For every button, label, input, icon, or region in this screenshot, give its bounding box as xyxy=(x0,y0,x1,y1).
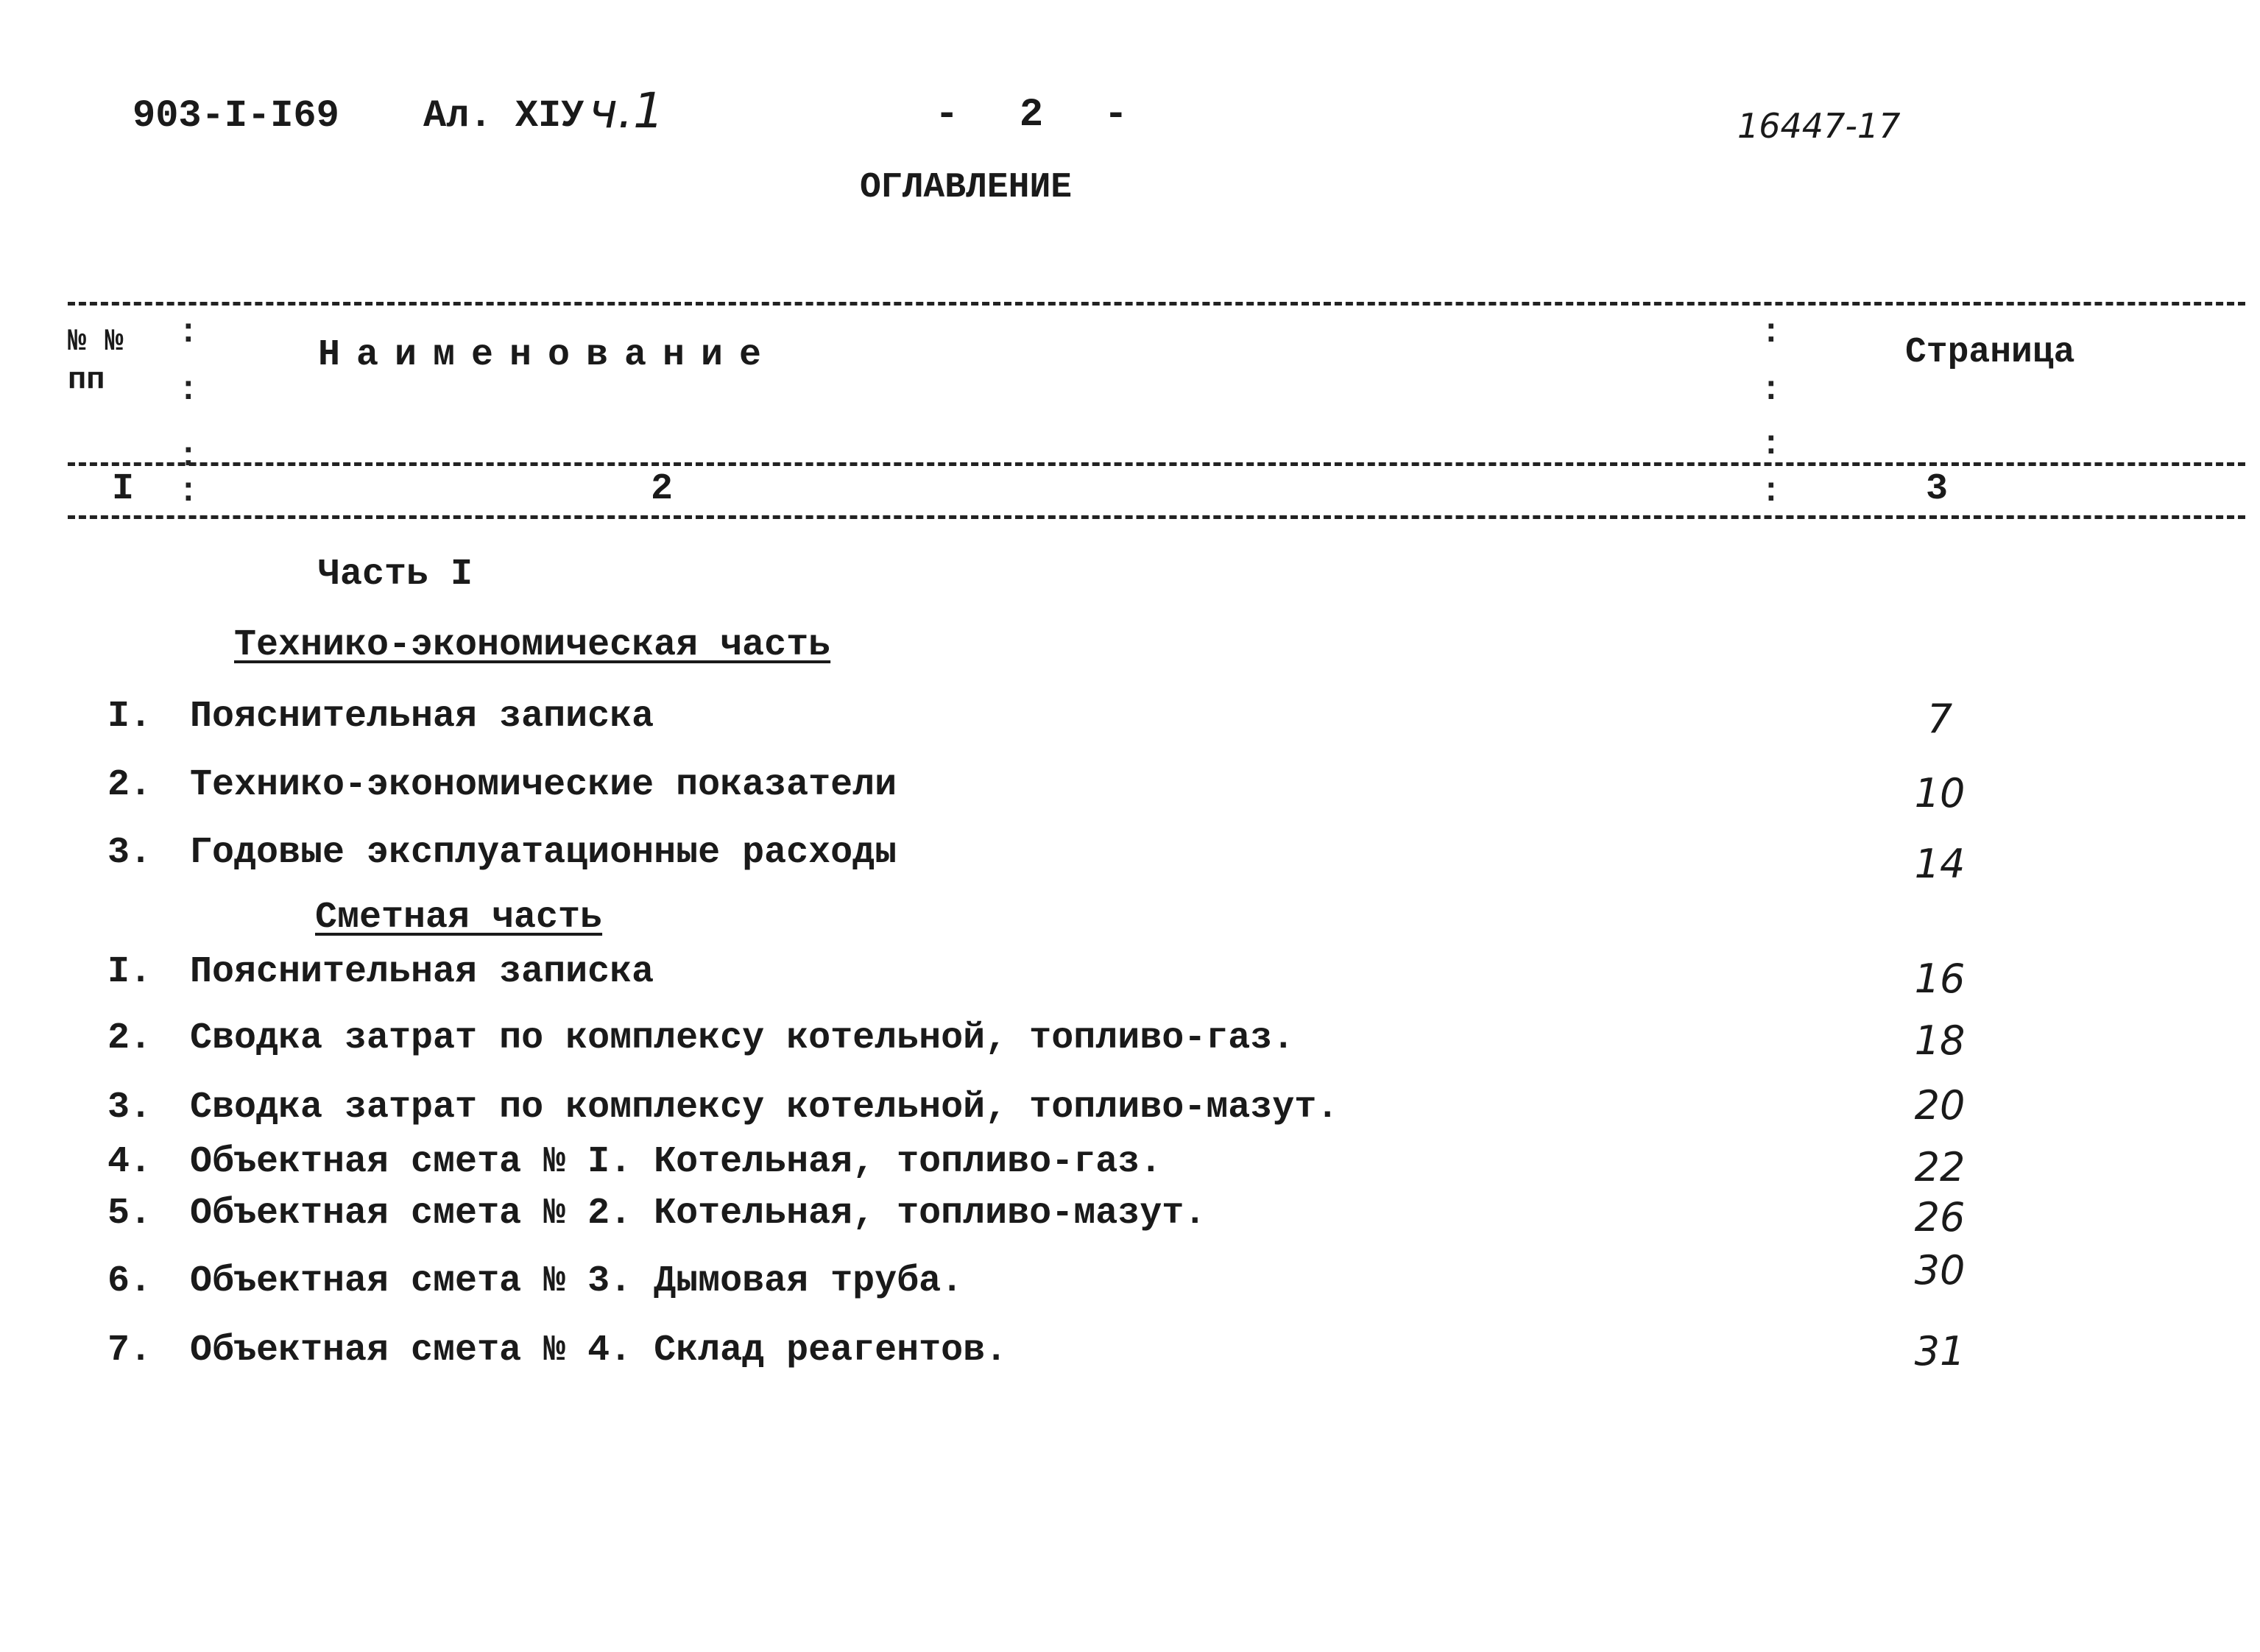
list-item xyxy=(0,696,2260,740)
item-number: 2. xyxy=(107,1017,152,1059)
page-number: - 2 - xyxy=(935,93,1129,138)
item-page: 22 xyxy=(1914,1144,1966,1190)
column-number-3: 3 xyxy=(1926,468,1949,510)
item-page: 10 xyxy=(1914,770,1966,816)
item-title: Сводка затрат по комплексу котельной, топливо-мазут. xyxy=(190,1087,1339,1129)
item-title: Объектная смета № I. Котельная, топливо-газ. xyxy=(190,1141,1162,1183)
item-number: 6. xyxy=(107,1260,152,1302)
column-number-subheading: пп xyxy=(68,362,105,398)
document-code: 903-I-I69 xyxy=(133,94,339,138)
column-separator: : xyxy=(1761,426,1781,464)
column-number-heading: № № xyxy=(68,324,124,359)
part-label: Часть I xyxy=(318,554,473,596)
list-item xyxy=(0,1193,2260,1240)
column-separator: : xyxy=(178,371,199,409)
item-title: Объектная смета № 4. Склад реагентов. xyxy=(190,1330,1008,1372)
table-top-rule xyxy=(68,302,2245,306)
column-page-heading: Страница xyxy=(1905,333,2075,373)
section-title-estimate: Сметная часть xyxy=(315,897,603,939)
item-title: Объектная смета № 3. Дымовая труба. xyxy=(190,1260,964,1302)
table-numbers-rule xyxy=(68,515,2245,519)
column-separator: : xyxy=(178,314,199,352)
item-title: Пояснительная записка xyxy=(190,696,654,738)
item-page: 14 xyxy=(1914,841,1966,887)
item-page: 18 xyxy=(1914,1017,1966,1064)
item-title: Пояснительная записка xyxy=(190,951,654,993)
column-separator: : xyxy=(1761,371,1781,409)
column-name-heading: Наименование xyxy=(318,334,778,376)
archive-number-handwritten: 16447-17 xyxy=(1737,106,1901,146)
column-separator: : xyxy=(178,437,199,476)
item-number: 5. xyxy=(107,1193,152,1235)
item-page: 26 xyxy=(1914,1194,1966,1240)
album-label: Ал. XIУ xyxy=(423,94,585,138)
item-number: 7. xyxy=(107,1330,152,1372)
column-number-2: 2 xyxy=(651,468,674,510)
item-title: Технико-экономические показатели xyxy=(190,764,897,806)
item-number: I. xyxy=(107,696,152,738)
item-title: Объектная смета № 2. Котельная, топливо-мазут. xyxy=(190,1193,1207,1235)
item-title: Сводка затрат по комплексу котельной, топливо-газ. xyxy=(190,1017,1295,1059)
item-number: 3. xyxy=(107,1087,152,1129)
list-item xyxy=(0,832,2260,887)
item-title: Годовые эксплуатационные расходы xyxy=(190,832,897,874)
list-item xyxy=(0,1017,2260,1062)
item-page: 16 xyxy=(1914,956,1966,1002)
section-title-technical-economic: Технико-экономическая часть xyxy=(234,624,831,666)
column-separator: : xyxy=(1761,473,1781,511)
list-item xyxy=(0,1247,2260,1305)
list-item xyxy=(0,1330,2260,1374)
column-separator: : xyxy=(178,473,199,511)
item-page: 20 xyxy=(1914,1082,1966,1129)
list-item xyxy=(0,951,2260,1002)
item-page: 7 xyxy=(1927,696,1953,742)
album-part-handwritten: ч.1 xyxy=(589,82,664,139)
list-item xyxy=(0,1141,2260,1190)
item-number: 3. xyxy=(107,832,152,874)
item-number: I. xyxy=(107,951,152,993)
item-page: 31 xyxy=(1914,1328,1966,1374)
page-title: ОГЛАВЛЕНИЕ xyxy=(860,168,1073,208)
item-page: 30 xyxy=(1914,1247,1966,1293)
list-item xyxy=(0,764,2260,816)
column-number-1: I xyxy=(112,468,135,510)
column-separator: : xyxy=(1761,314,1781,352)
table-header-rule xyxy=(68,462,2245,466)
item-number: 2. xyxy=(107,764,152,806)
item-number: 4. xyxy=(107,1141,152,1183)
list-item xyxy=(0,1082,2260,1131)
